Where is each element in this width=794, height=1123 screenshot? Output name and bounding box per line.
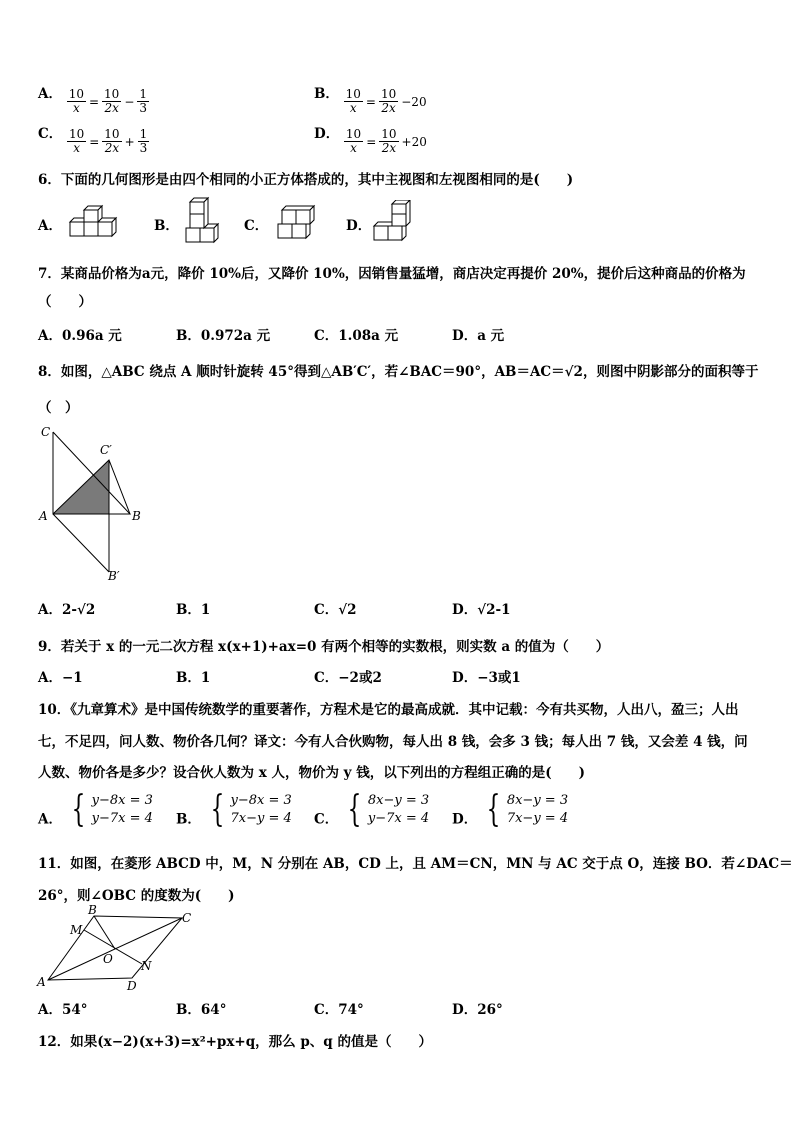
q8-option-d: D．√2-1 bbox=[452, 602, 511, 618]
q10-option-a: A． { y−8x = 3 y−7x = 4 bbox=[38, 789, 153, 830]
q5-option-d: D． $\frac{10}{x}$ = $\frac{10}{2x}$ +20 bbox=[314, 126, 427, 155]
q6-figure-a bbox=[68, 204, 120, 240]
q7-text-line1: 7．某商品价格为a元，降价 10%后，又降价 10%，因销售量猛增，商店决定再提价 20%，提价后这种商品的价格为 bbox=[38, 266, 746, 282]
q11-text-line2: 26°，则∠OBC 的度数为( ) bbox=[38, 888, 235, 904]
q5-option-c: C． $\frac{10}{x}$ = $\frac{10}{2x}$ + $\frac{1}{3}$ bbox=[38, 126, 148, 155]
q8-option-c: C．√2 bbox=[314, 602, 357, 618]
q6-figure-b bbox=[182, 196, 220, 246]
q6-text: 6．下面的几何图形是由四个相同的小正方体搭成的，其中主视图和左视图相同的是( ) bbox=[38, 172, 574, 188]
q10-option-c: C． { 8x−y = 3 y−7x = 4 bbox=[314, 789, 430, 830]
q11-option-a: A．54° bbox=[38, 1002, 88, 1018]
q11-text-line1: 11．如图，在菱形 ABCD 中，M，N 分别在 AB，CD 上，且 AM＝CN，MN 与 AC 交于点 O，连接 BO．若∠DAC＝ bbox=[38, 856, 793, 872]
q11-label-b: B bbox=[88, 904, 97, 917]
q5-option-a: A． $\frac{10}{x}$ = $\frac{10}{2x}$ − $\frac{1}{3}$ bbox=[38, 86, 148, 115]
q11-option-d: D．26° bbox=[452, 1002, 503, 1018]
q6-figure-d bbox=[372, 200, 418, 244]
q7-option-b: B．0.972a 元 bbox=[176, 328, 271, 344]
q10-option-d: D． { 8x−y = 3 7x−y = 4 bbox=[452, 789, 569, 830]
q11-label-d: D bbox=[127, 979, 137, 990]
q10-text-line1: 10．《九章算术》是中国传统数学的重要著作，方程术是它的最高成就．其中记载：今有共买物，人出八，盈三；人出 bbox=[38, 702, 739, 718]
q10-option-b: B． { y−8x = 3 7x−y = 4 bbox=[176, 789, 292, 830]
q8-figure-triangles bbox=[36, 420, 146, 584]
q9-option-a: A．−1 bbox=[38, 670, 83, 686]
q8-label-c-prime: C′ bbox=[100, 443, 112, 457]
q8-option-a: A．2-√2 bbox=[38, 602, 96, 618]
q12-text: 12．如果(x−2)(x+3)=x²+px+q，那么 p、q 的值是（ ） bbox=[38, 1034, 432, 1050]
q5-option-b: B． $\frac{10}{x}$ = $\frac{10}{2x}$ −20 bbox=[314, 86, 427, 115]
q7-option-a: A．0.96a 元 bbox=[38, 328, 122, 344]
q8-option-b: B．1 bbox=[176, 602, 211, 618]
q10-text-line3: 人数、物价各是多少？设合伙人数为 x 人，物价为 y 钱，以下列出的方程组正确的是( ) bbox=[38, 765, 585, 781]
q11-figure-rhombus bbox=[36, 904, 196, 990]
q11-label-n: N bbox=[141, 959, 152, 973]
q8-text-line2: （ ） bbox=[38, 400, 79, 416]
q6-figure-c bbox=[274, 202, 318, 242]
q9-option-d: D．−3或1 bbox=[452, 670, 521, 686]
q11-option-b: B．64° bbox=[176, 1002, 227, 1018]
q6-option-d-label: D． bbox=[346, 218, 372, 234]
q8-label-b-prime: B′ bbox=[108, 569, 120, 583]
q9-text: 9．若关于 x 的一元二次方程 x(x+1)+ax=0 有两个相等的实数根，则实数 a 的值为（ ） bbox=[38, 639, 610, 655]
q8-text-line1: 8．如图，△ABC 绕点 A 顺时针旋转 45°得到△AB′C′，若∠BAC＝90°，AB＝AC＝√2，则图中阴影部分的面积等于 bbox=[38, 364, 759, 380]
q11-label-m: M bbox=[70, 923, 83, 937]
q11-label-o: O bbox=[103, 952, 113, 966]
q9-option-b: B．1 bbox=[176, 670, 211, 686]
q7-option-d: D．a 元 bbox=[452, 328, 505, 344]
q11-segment-bo bbox=[94, 916, 115, 949]
q6-option-c-label: C． bbox=[244, 218, 269, 234]
q7-text-line2: （ ） bbox=[38, 294, 92, 310]
q7-option-c: C．1.08a 元 bbox=[314, 328, 399, 344]
q11-label-a: A bbox=[37, 975, 46, 989]
q6-option-b-label: B． bbox=[154, 218, 179, 234]
q8-label-b: B bbox=[132, 509, 141, 523]
q8-label-c: C bbox=[41, 425, 51, 439]
q9-option-c: C．−2或2 bbox=[314, 670, 382, 686]
q11-label-c: C bbox=[182, 911, 192, 925]
q11-option-c: C．74° bbox=[314, 1002, 364, 1018]
q10-text-line2: 七，不足四，问人数、物价各几何？译文：今有人合伙购物，每人出 8 钱，会多 3 钱；每人出 7 钱，又会差 4 钱，问 bbox=[38, 734, 748, 750]
q6-option-a-label: A． bbox=[38, 218, 62, 234]
q8-label-a: A bbox=[39, 509, 48, 523]
